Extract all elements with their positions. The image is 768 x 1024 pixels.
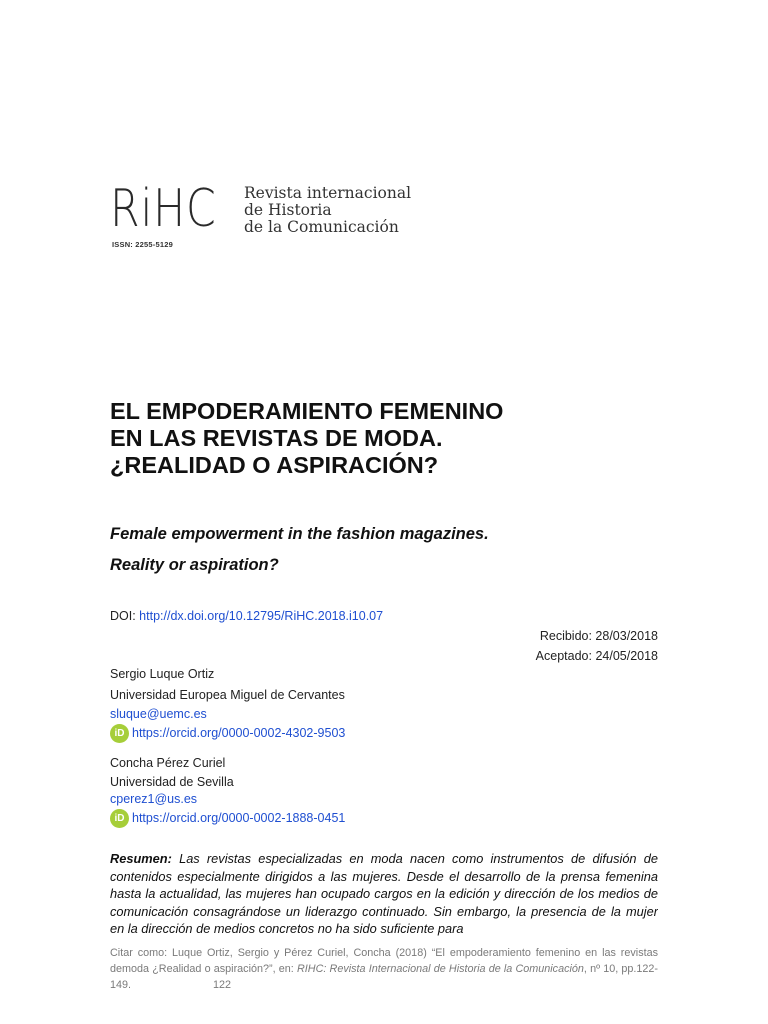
citation-journal: RIHC: Revista Internacional de Historia de la Comunicación xyxy=(296,963,584,975)
orcid-icon: iD xyxy=(110,809,129,828)
author-name: Concha Pérez Curiel xyxy=(110,756,226,770)
journal-name-line: de la Comunicación xyxy=(244,218,399,236)
orcid-link[interactable]: https://orcid.org/0000-0002-1888-0451 xyxy=(132,811,346,825)
orcid-link[interactable]: https://orcid.org/0000-0002-4302-9503 xyxy=(132,726,346,740)
article-subtitle-line: Female empowerment in the fashion magazines. xyxy=(110,525,489,543)
received-date: Recibido: 28/03/2018 xyxy=(539,629,658,643)
author-orcid xyxy=(110,724,610,743)
article-title: EL EMPODERAMIENTO FEMENINO EN LAS REVISTAS DE MODA. ¿REALIDAD O ASPIRACIÓN? xyxy=(110,398,504,478)
page-number: 122 xyxy=(213,979,232,991)
author-block xyxy=(110,665,610,743)
rihc-logo-mark: RiHC xyxy=(110,179,217,239)
doi-link[interactable]: http://dx.doi.org/10.12795/RiHC.2018.i10.07 xyxy=(139,609,384,623)
issn: ISSN: 2255-5129 xyxy=(112,240,173,249)
author-affiliation: Universidad de Sevilla xyxy=(110,775,234,789)
orcid-icon: iD xyxy=(110,724,129,743)
author-email-link[interactable]: sluque@uemc.es xyxy=(110,707,207,721)
abstract-text: Las revistas especializadas en moda nacen como instrumentos de difusión de contenidos especialmente dirigidos a las mujeres. Desde el desarrollo de la prensa femenina hasta la actualidad, las mujeres han ocupado cargos en la edición y dirección de los medios de comunicación consagrándose un liderazgo continuado. Sin embargo, la presencia de la mujer en la dirección de medios concretos no ha sido suficiente para xyxy=(110,851,658,937)
journal-name xyxy=(244,185,411,236)
author-email-link[interactable]: cperez1@us.es xyxy=(110,792,198,806)
author-orcid xyxy=(110,809,610,828)
accepted-date: Aceptado: 24/05/2018 xyxy=(535,649,658,663)
doi xyxy=(110,609,383,623)
author-name: Sergio Luque Ortiz xyxy=(110,667,215,681)
article-subtitle-line: Reality or aspiration? xyxy=(110,556,279,574)
citation-suffix: , nº 10, pp.122-149. xyxy=(110,963,659,991)
abstract-label: Resumen: xyxy=(110,851,172,866)
author-affiliation: Universidad Europea Miguel de Cervantes xyxy=(110,688,345,702)
citation-footer xyxy=(110,945,658,993)
abstract xyxy=(110,850,658,938)
journal-logo xyxy=(110,179,430,253)
citation-text: Citar como: Luque Ortiz, Sergio y Pérez Curiel, Concha (2018) “El empoderamiento femenino en las revistas demoda ¿Realidad o aspiración?”, en: xyxy=(110,947,658,975)
doi-label: DOI: xyxy=(110,609,140,623)
author-block xyxy=(110,754,610,828)
journal-name-line: Revista internacional xyxy=(244,184,412,202)
journal-name-line: de Historia xyxy=(244,201,332,219)
